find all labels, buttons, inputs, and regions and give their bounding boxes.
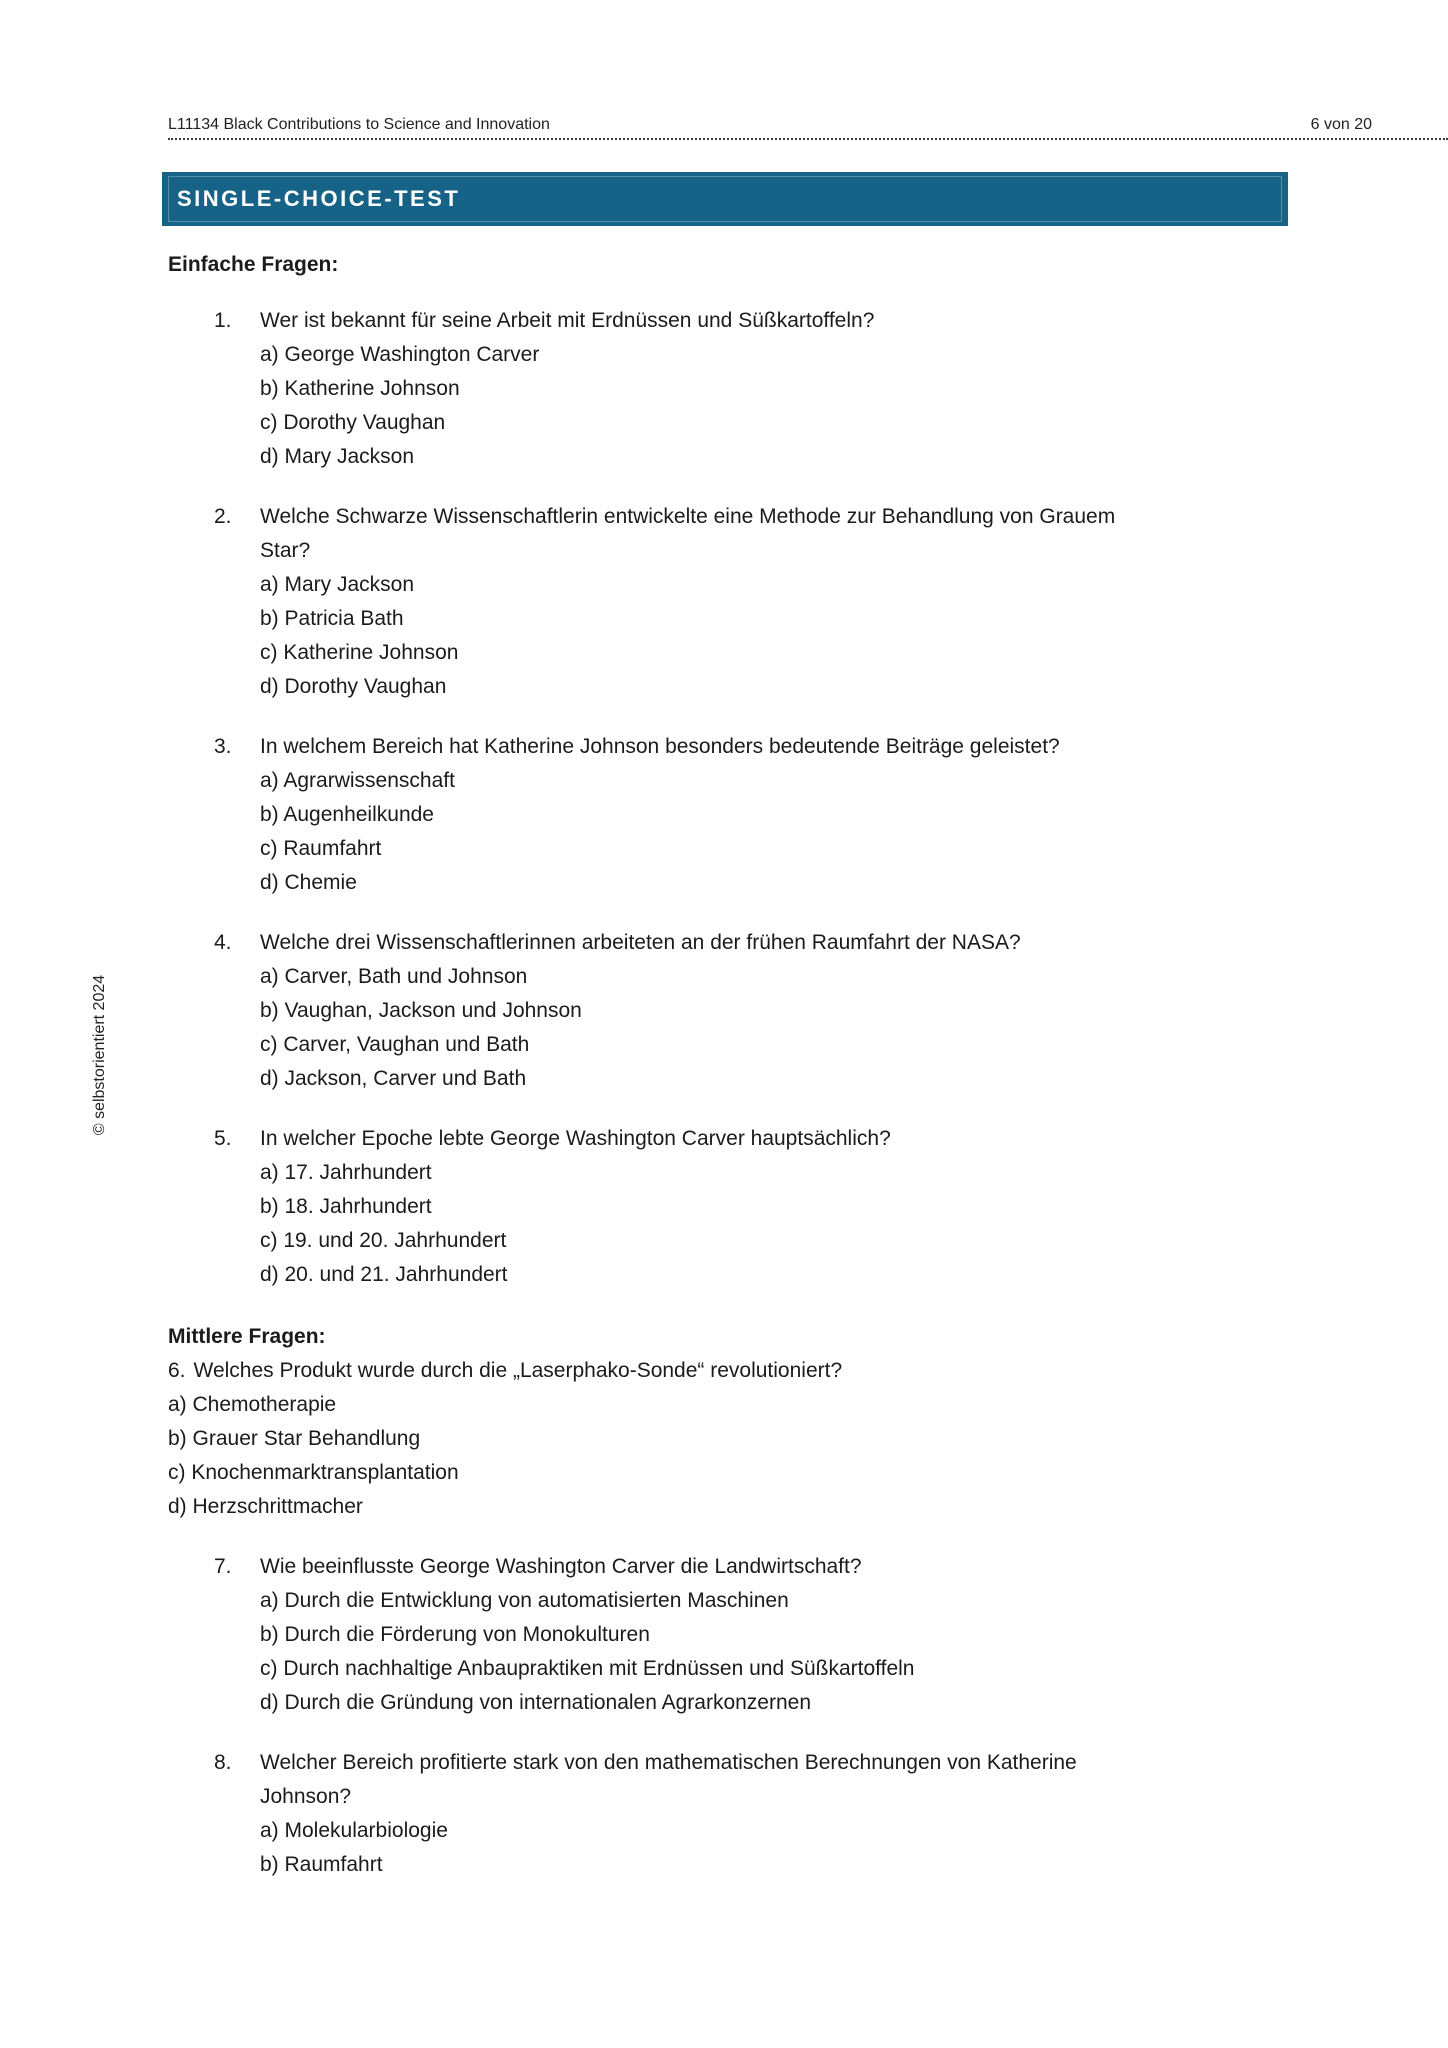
question-first-line: [214, 730, 1308, 764]
question-text-line: Welcher Bereich profitierte stark von den mathematischen Berechnungen von Katherine: [260, 1751, 1077, 1774]
answer-option-b: b) Katherine Johnson: [260, 377, 460, 400]
question-text-line: Welche Schwarze Wissenschaftlerin entwickelte eine Methode zur Behandlung von Grauem: [260, 505, 1116, 528]
question-first-line: [214, 1550, 1308, 1584]
question-7: [168, 1550, 1308, 1720]
answer-option-b: b) Vaughan, Jackson und Johnson: [260, 999, 582, 1022]
answer-option-c: c) Katherine Johnson: [260, 641, 459, 664]
question-6: [168, 1354, 1308, 1524]
answer-option-a: a) Molekularbiologie: [260, 1819, 448, 1842]
answer-option-b: b) Augenheilkunde: [260, 803, 434, 826]
answer-option-d: d) Durch die Gründung von internationalen Agrarkonzernen: [260, 1691, 812, 1714]
answer-option-a: a) Durch die Entwicklung von automatisierten Maschinen: [260, 1589, 789, 1612]
question-text-line: In welchem Bereich hat Katherine Johnson besonders bedeutende Beiträge geleistet?: [260, 735, 1060, 758]
question-text-line: Johnson?: [260, 1785, 352, 1808]
answer-option-d: d) Chemie: [260, 871, 357, 894]
answer-option-d: d) Herzschrittmacher: [168, 1495, 363, 1518]
question-number: 2.: [214, 505, 232, 528]
question-number: 8.: [214, 1751, 232, 1774]
question-first-line: [168, 1354, 1308, 1388]
answer-option-b: b) 18. Jahrhundert: [260, 1195, 432, 1218]
question-first-line: [214, 500, 1308, 534]
answer-option-a: a) George Washington Carver: [260, 343, 540, 366]
question-number: 1.: [214, 309, 232, 332]
answer-option-c: c) 19. und 20. Jahrhundert: [260, 1229, 507, 1252]
answer-option-a: a) Agrarwissenschaft: [260, 769, 455, 792]
question-text-line: Welches Produkt wurde durch die „Laserphako-Sonde“ revolutioniert?: [193, 1359, 843, 1382]
answer-option-d: d) 20. und 21. Jahrhundert: [260, 1263, 508, 1286]
answer-option-c: c) Carver, Vaughan und Bath: [260, 1033, 530, 1056]
question-2: [168, 500, 1308, 704]
question-number: 7.: [214, 1555, 232, 1578]
copyright-note: © selbstorientiert 2024: [91, 974, 108, 1136]
answer-option-b: b) Grauer Star Behandlung: [168, 1427, 421, 1450]
answer-option-c: c) Durch nachhaltige Anbaupraktiken mit Erdnüssen und Süßkartoffeln: [260, 1657, 915, 1680]
question-text-line: Wie beeinflusste George Washington Carver die Landwirtschaft?: [260, 1555, 862, 1578]
answer-option-b: b) Raumfahrt: [260, 1853, 383, 1876]
question-number: 6.: [168, 1359, 186, 1382]
question-section: [168, 1320, 1308, 1882]
question-text-line: Welche drei Wissenschaftlerinnen arbeiteten an der frühen Raumfahrt der NASA?: [260, 931, 1021, 954]
section-heading: Einfache Fragen:: [168, 253, 339, 276]
question-first-line: [214, 1746, 1308, 1780]
question-text-line: Star?: [260, 539, 311, 562]
question-3: [168, 730, 1308, 900]
question-number: 5.: [214, 1127, 232, 1150]
answer-option-a: a) Chemotherapie: [168, 1393, 337, 1416]
answer-option-c: c) Raumfahrt: [260, 837, 382, 860]
question-text-line: In welcher Epoche lebte George Washington Carver hauptsächlich?: [260, 1127, 891, 1150]
question-number: 4.: [214, 931, 232, 954]
header-page-number: 6 von 20: [1310, 116, 1372, 133]
answer-option-a: a) 17. Jahrhundert: [260, 1161, 432, 1184]
page-header: [168, 100, 1448, 140]
question-number: 3.: [214, 735, 232, 758]
answer-option-d: d) Dorothy Vaughan: [260, 675, 447, 698]
test-title: SINGLE-CHOICE-TEST: [177, 186, 461, 211]
header-course-code: L11134 Black Contributions to Science and Innovation: [168, 116, 550, 133]
question-1: [168, 304, 1308, 474]
question-list: [168, 248, 1308, 1882]
question-text-line: Wer ist bekannt für seine Arbeit mit Erdnüssen und Süßkartoffeln?: [260, 309, 875, 332]
question-8: [168, 1746, 1308, 1882]
question-4: [168, 926, 1308, 1096]
answer-option-b: b) Patricia Bath: [260, 607, 404, 630]
answer-option-b: b) Durch die Förderung von Monokulturen: [260, 1623, 650, 1646]
answer-option-a: a) Carver, Bath und Johnson: [260, 965, 528, 988]
answer-option-d: d) Mary Jackson: [260, 445, 415, 468]
section-heading: Mittlere Fragen:: [168, 1325, 326, 1348]
question-first-line: [214, 926, 1308, 960]
question-5: [168, 1122, 1308, 1292]
answer-option-a: a) Mary Jackson: [260, 573, 415, 596]
question-section: [168, 248, 1308, 1292]
question-first-line: [214, 1122, 1308, 1156]
question-first-line: [214, 304, 1308, 338]
answer-option-c: c) Knochenmarktransplantation: [168, 1461, 459, 1484]
answer-option-c: c) Dorothy Vaughan: [260, 411, 446, 434]
section-title-banner: [162, 172, 1288, 226]
answer-option-d: d) Jackson, Carver und Bath: [260, 1067, 527, 1090]
